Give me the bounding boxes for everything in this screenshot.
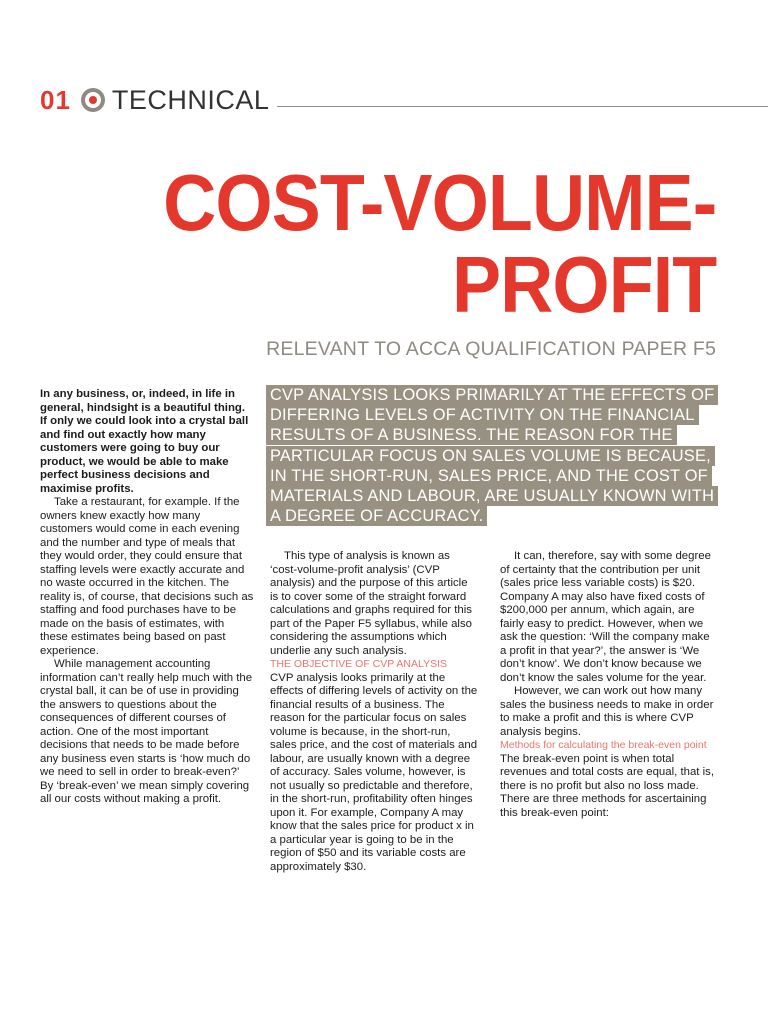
section-heading: THE OBJECTIVE OF CVP ANALYSIS: [270, 658, 447, 670]
body-paragraph: Take a restaurant, for example. If the owners knew exactly how many customers would come in each evening and the number and type of meals that they would order, they could ensure that staffing levels were exactly accurate and no waste occurred in the kitchen. The reality is, of course, that decisions such as staffing and food purchases have to be made on the basis of estimates, with these estimates being based on past experience.: [40, 496, 254, 657]
section-number: 01: [40, 84, 71, 115]
body-paragraph: CVP analysis looks primarily at the effects of differing levels of activity on the financial results of a business. The reason for the particular focus on sales volume is because, in the short-run, sales price, and the cost of materials and labour, are usually known with a degree of accuracy. Sales volume, however, is not usually so predictable and therefore, in the short-run, profitability often hinges upon it. For example, Company A may know that the sales price for product x in a particular year is going to be in the region of $50 and its variable costs are approximately $30.: [270, 671, 478, 873]
title-line-1: COST-VOLUME-: [162, 158, 716, 247]
body-paragraph: However, we can work out how many sales the business needs to make in order to make a profit and this is where CVP analysis begins.: [500, 685, 714, 738]
article-title: [115, 158, 716, 329]
body-paragraph: While management accounting information can’t really help much with the crystal ball, it can be of use in providing the answers to questions about the consequences of different courses of action. One of the most important decisions that needs to be made before any business even starts is ‘how much do we need to sell in order to break-even?’ By ‘break-even’ we mean simply covering all our costs without making a profit.: [40, 658, 253, 805]
body-paragraph: The break-even point is when total revenues and total costs are equal, that is, there is no profit but also no loss made. There are three methods for ascertaining this break-even point:: [500, 752, 715, 819]
body-paragraph: This type of analysis is known as ‘cost-volume-profit analysis’ (CVP analysis) and the purpose of this article is to cover some of the straight forward calculations and graphs required for this part of the Paper F5 syllabus, while also considering the assumptions which underlie any such analysis.: [270, 550, 472, 657]
section-header: [40, 80, 269, 120]
column-2: [270, 550, 478, 874]
lead-paragraph: In any business, or, indeed, in life in general, hindsight is a beautiful thing. If only we could look into a crystal ball and find out exactly how many customers were going to buy our product, we would be able to make perfect business decisions and maximise profits.: [40, 388, 249, 495]
header-divider: [277, 106, 768, 107]
pull-quote: [266, 385, 722, 526]
column-1: [40, 388, 254, 807]
target-icon: [80, 87, 106, 113]
section-label: TECHNICAL: [111, 84, 270, 115]
title-line-2: PROFIT: [451, 240, 716, 329]
column-3: [500, 550, 718, 820]
pull-quote-text: CVP ANALYSIS LOOKS PRIMARILY AT THE EFFECTS OF DIFFERING LEVELS OF ACTIVITY ON THE FINANCIAL RESULTS OF A BUSINESS. THE REASON FOR THE PARTICULAR FOCUS ON SALES VOLUME IS BECAUSE, IN THE SHORT-RUN, SALES PRICE, AND THE COST OF MATERIALS AND LABOUR, ARE USUALLY KNOWN WITH A DEGREE OF ACCURACY.: [266, 385, 718, 526]
article-subtitle: RELEVANT TO ACCA QUALIFICATION PAPER F5: [266, 338, 716, 360]
body-paragraph: It can, therefore, say with some degree of certainty that the contribution per unit (sales price less variable costs) is $20. Company A may also have fixed costs of $200,000 per annum, which again, are fairly easy to predict. However, when we ask the question: ‘Will the company make a profit in that year?’, the answer is ‘We don’t know’. We don’t know because we don’t know the sales volume for the year.: [500, 550, 711, 684]
section-heading: Methods for calculating the break-even point: [500, 739, 707, 751]
